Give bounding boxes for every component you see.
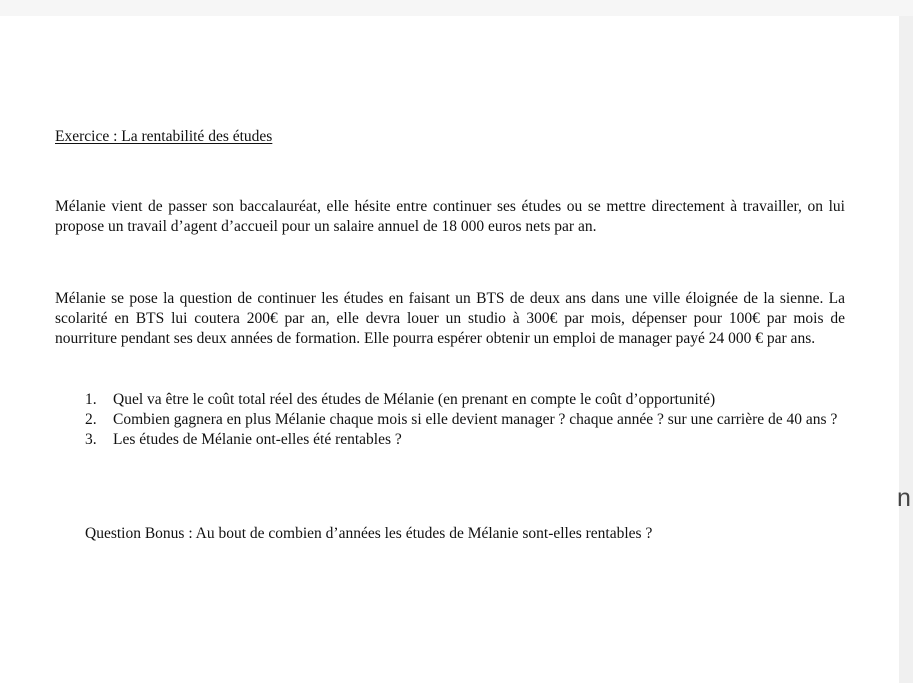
question-item [85,390,845,410]
questions-list [85,390,845,450]
scrollbar-gutter[interactable] [899,16,913,683]
document-page [0,16,899,683]
question-item [85,410,845,430]
question-number: 2. [85,411,97,428]
paragraph-bts: Mélanie se pose la question de continuer les études en faisant un BTS de deux ans dans une ville éloignée de la sienne. La scolarité en BTS lui coutera 200€ par an, elle devra louer un studio à 300€ par mois, dépenser pour 100€ par mois de nourriture pendant ses deux années de formation. Elle pourra espérer obtenir un emploi de manager payé 24 000 € par ans. [55,290,845,347]
question-number: 1. [85,391,97,408]
question-text: Combien gagnera en plus Mélanie chaque mois si elle devient manager ? chaque année ? sur une carrière de 40 ans ? [113,411,838,428]
side-glyph: n [897,486,911,511]
paragraph-intro: Mélanie vient de passer son baccalauréat, elle hésite entre continuer ses études ou se mettre directement à travailler, on lui propose un travail d’agent d’accueil pour un salaire annuel de 18 000 euros nets par an. [55,198,845,235]
bonus-question: Question Bonus : Au bout de combien d’années les études de Mélanie sont-elles rentables ? [85,525,653,542]
exercise-title: Exercice : La rentabilité des études [55,128,273,145]
top-strip [0,0,913,16]
question-text: Les études de Mélanie ont-elles été rentables ? [113,431,402,448]
question-number: 3. [85,431,97,448]
question-text: Quel va être le coût total réel des études de Mélanie (en prenant en compte le coût d’opportunité) [113,391,716,408]
question-item [85,430,845,450]
